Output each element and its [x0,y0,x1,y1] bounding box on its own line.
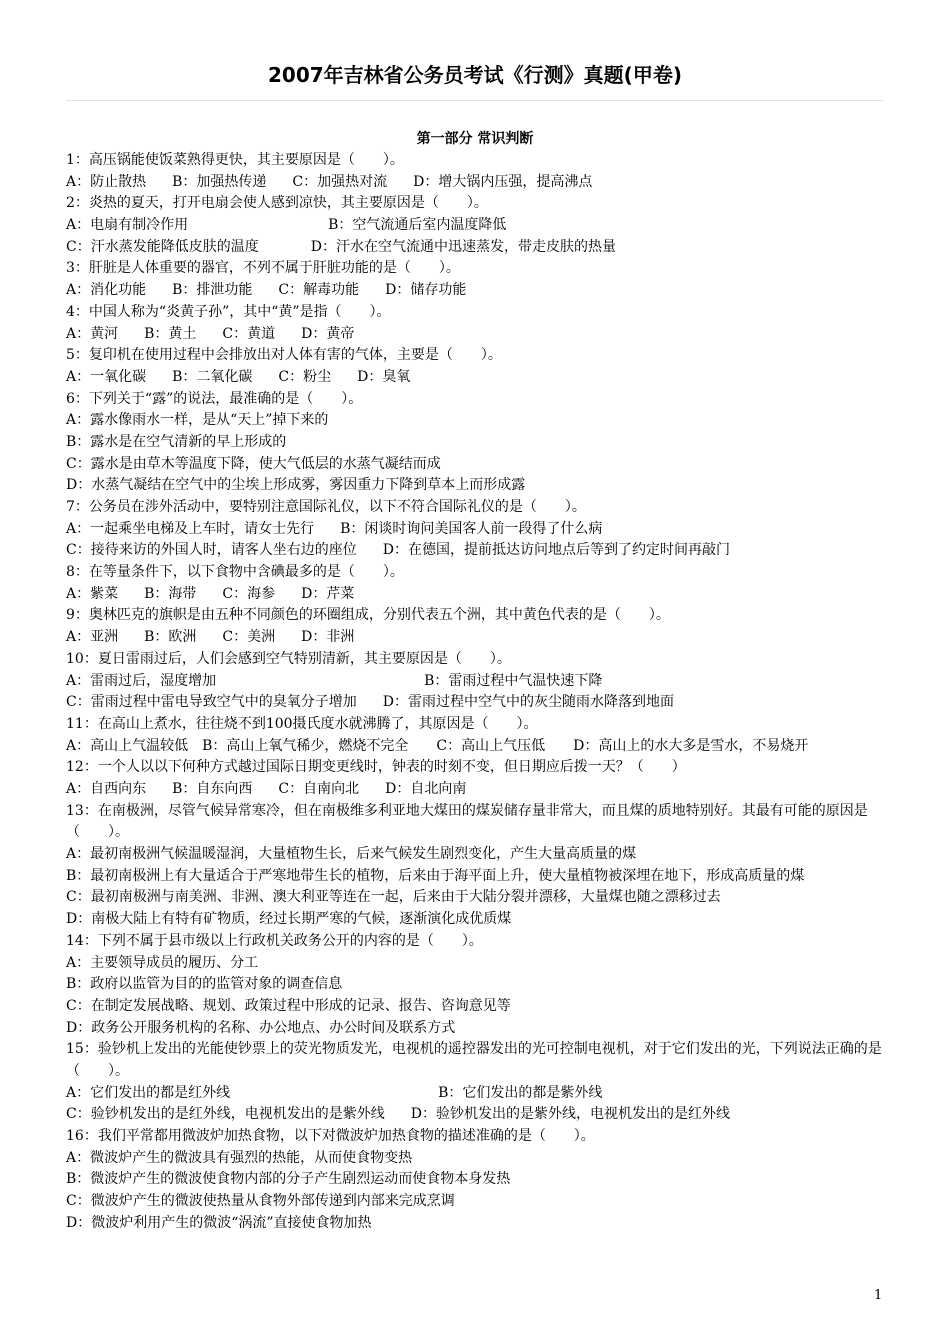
question-line [66,1083,886,1105]
option-text: C：海参 [222,585,276,602]
option-text: C：验钞机发出的是红外线，电视机发出的是紫外线 [66,1106,385,1123]
question-line [66,302,886,324]
question-line [66,193,886,215]
question-line [66,410,886,432]
line-text: B：微波炉产生的微波使食物内部的分子产生剧烈运动而使食物本身发热 [66,1171,511,1188]
option-text: C：黄道 [222,325,276,342]
option-text: B：自东向西 [172,780,253,797]
question-line [66,172,886,194]
line-text: 3：肝脏是人体重要的器官，不列不属于肝脏功能的是（ ）。 [66,260,460,277]
question-line [66,280,886,302]
option-text: B：海带 [144,585,197,602]
option-text: A：一氧化碳 [66,368,147,385]
line-text: D：南极大陆上有特有矿物质，经过长期严寒的气候，逐渐演化成优质煤 [66,911,512,928]
question-line [66,1018,886,1040]
question-line [66,215,886,237]
line-text: C：在制定发展战略、规划、政策过程中形成的记录、报告、咨询意见等 [66,997,511,1014]
line-text: A：最初南极洲气候温暖湿润，大量植物生长，后来气候发生剧烈变化，产生大量高质量的煤 [66,846,637,863]
page-number: 1 [874,1288,883,1303]
line-text: 4：中国人称为“炎黄子孙”，其中“黄”是指（ ）。 [66,303,391,320]
line-text: A：主要领导成员的履历、分工 [66,954,259,971]
question-line: 13：在南极洲，尽管气候异常寒冷，但在南极维多利亚地大煤田的煤炭储存量非常大，而且煤的质地特别好。其最有可能的原因是（ ）。 [66,802,868,841]
option-text: B：加强热传递 [172,173,267,190]
question-line [66,1213,886,1235]
question-line [66,258,886,280]
question-line: A：高山上气温较低 B：高山上氧气稀少，燃烧不完全 C：高山上气压低 D：高山上的水大多是雪水，不易烧开 [66,737,809,754]
question-line [66,779,886,801]
question-line [66,432,886,454]
line-text: 10：夏日雷雨过后，人们会感到空气特别清新，其主要原因是（ ）。 [66,650,511,667]
option-text: C：自南向北 [278,780,360,797]
option-text: C：接待来访的外国人时，请客人坐右边的座位 [66,542,357,559]
question-line [66,562,886,584]
question-line [66,757,886,779]
question-line [66,389,886,411]
question-line [66,692,886,714]
line-text: B：政府以监管为目的的监管对象的调查信息 [66,976,343,993]
question-line [66,454,886,476]
option-text: D：臭氧 [357,368,411,385]
option-text: B：雷雨过程中气温快速下降 [424,672,603,689]
question-line: B：最初南极洲上有大量适合于严寒地带生长的植物，后来由于海平面上升，使大量植物被深埋在地下，形成高质量的煤 [66,867,805,884]
option-text: D：非洲 [301,629,355,646]
question-line [66,953,886,975]
option-text: B：它们发出的都是紫外线 [438,1084,603,1101]
question-line [66,1126,886,1148]
title-divider [66,100,884,101]
option-text: A：防止散热 [66,173,147,190]
line-text: C：微波炉产生的微波使热量从食物外部传递到内部来完成烹调 [66,1193,455,1210]
line-text: A：微波炉产生的微波具有强烈的热能，从而使食物变热 [66,1149,413,1166]
option-text: A：黄河 [66,325,119,342]
question-line [66,844,886,866]
option-text: D：自北向南 [385,780,467,797]
option-text: C：美洲 [222,629,276,646]
option-text: C：汗水蒸发能降低皮肤的温度 [66,238,259,255]
question-line [66,237,886,259]
option-text: A：紫菜 [66,585,119,602]
option-text: A：它们发出的都是红外线 [66,1084,231,1101]
line-text: B：露水是在空气清新的早上形成的 [66,433,287,450]
line-text: 6：下列关于“露”的说法，最准确的是（ ）。 [66,390,363,407]
question-line [66,519,886,541]
line-text: 2：炎热的夏天，打开电扇会使人感到凉快，其主要原因是（ ）。 [66,195,488,212]
option-text: B：闲谈时询问美国客人前一段得了什么病 [340,520,603,537]
option-text: D：储存功能 [385,282,467,299]
option-text: C：粉尘 [278,368,332,385]
document-title: 2007年吉林省公务员考试《行测》真题(甲卷) [268,63,682,87]
option-text: A：电扇有制冷作用 [66,217,189,234]
question-line [66,974,886,996]
line-text: 9：奥林匹克的旗帜是由五种不同颜色的环圈组成，分别代表五个洲，其中黄色代表的是（ ）。 [66,607,670,624]
line-text: 1：高压锅能使饭菜熟得更快，其主要原因是（ ）。 [66,152,404,168]
option-text: D：汗水在空气流通中迅速蒸发，带走皮肤的热量 [310,238,616,255]
question-line [66,1169,886,1191]
question-line [66,475,886,497]
line-text: C：最初南极洲与南美洲、非洲、澳大利亚等连在一起，后来由于大陆分裂并漂移，大量煤也随之漂移过去 [66,889,721,906]
option-text: B：排泄功能 [172,282,253,299]
option-text: B：二氧化碳 [172,368,253,385]
option-text: D：黄帝 [301,325,355,342]
option-text: A：亚洲 [66,629,119,646]
question-list [66,150,886,1234]
option-text: B：黄土 [144,325,197,342]
option-text: D：在德国，提前抵达访问地点后等到了约定时间再敲门 [382,542,730,559]
line-text: 5：复印机在使用过程中会排放出对人体有害的气体，主要是（ ）。 [66,347,502,364]
question-line [66,150,886,172]
option-text: D：增大锅内压强，提高沸点 [413,173,593,190]
line-text: A：露水像雨水一样，是从“天上”掉下来的 [66,412,329,429]
option-text: D：芹菜 [301,585,355,602]
line-text: 11：在高山上煮水，往往烧不到100摄氏度水就沸腾了，其原因是（ ）。 [66,715,538,732]
line-text: 14：下列不属于县市级以上行政机关政务公开的内容的是（ ）。 [66,932,483,949]
line-text: 7：公务员在涉外活动中，要特别注意国际礼仪，以下不符合国际礼仪的是（ ）。 [66,499,586,515]
question-line [66,324,886,346]
line-text: 12：一个人以以下何种方式越过国际日期变更线时，钟表的时刻不变，但日期应后拨一天？（ ） [66,759,686,776]
question-line [66,345,886,367]
question-line [66,497,886,519]
line-text: D：微波炉利用产生的微波“涡流”直接使食物加热 [66,1214,372,1231]
line-text: D：水蒸气凝结在空气中的尘埃上形成雾，雾因重力下降到草本上而形成露 [66,477,526,494]
question-line [66,584,886,606]
question-line [66,996,886,1018]
line-text: C：露水是由草木等温度下降，使大气低层的水蒸气凝结而成 [66,455,441,472]
option-text: C：解毒功能 [278,282,360,299]
question-line [66,605,886,627]
question-line [66,931,886,953]
line-text: 8：在等量条件下，以下食物中含碘最多的是（ ）。 [66,564,404,581]
option-text: B：欧洲 [144,629,197,646]
question-line [66,1148,886,1170]
question-line [66,1104,886,1126]
option-text: C：加强热对流 [292,173,388,190]
line-text: 16：我们平常都用微波炉加热食物，以下对微波炉加热食物的描述准确的是（ ）。 [66,1128,595,1145]
option-text: A：雷雨过后，湿度增加 [66,672,217,689]
option-text: D：验钞机发出的是紫外线，电视机发出的是红外线 [410,1106,730,1123]
question-line: 15：验钞机上发出的光能使钞票上的荧光物质发光，电视机的遥控器发出的光可控制电视机，对于它们发出的光，下列说法正确的是（ ）。 [66,1041,882,1079]
line-text: D：政务公开服务机构的名称、办公地点、办公时间及联系方式 [66,1019,456,1036]
question-line [66,627,886,649]
question-line [66,649,886,671]
option-text: D：雷雨过程中空气中的灰尘随雨水降落到地面 [382,694,674,711]
option-text: A：一起乘坐电梯及上车时，请女士先行 [66,520,315,537]
question-line [66,1191,886,1213]
question-line [66,909,886,931]
question-line [66,714,886,736]
question-line [66,887,886,909]
section-heading: 第一部分 常识判断 [416,131,534,147]
option-text: B：空气流通后室内温度降低 [328,217,507,234]
question-line [66,671,886,693]
option-text: A：自西向东 [66,780,147,797]
option-text: A：消化功能 [66,282,147,299]
question-line [66,540,886,562]
question-line [66,367,886,389]
option-text: C：雷雨过程中雷电导致空气中的臭氧分子增加 [66,694,357,711]
